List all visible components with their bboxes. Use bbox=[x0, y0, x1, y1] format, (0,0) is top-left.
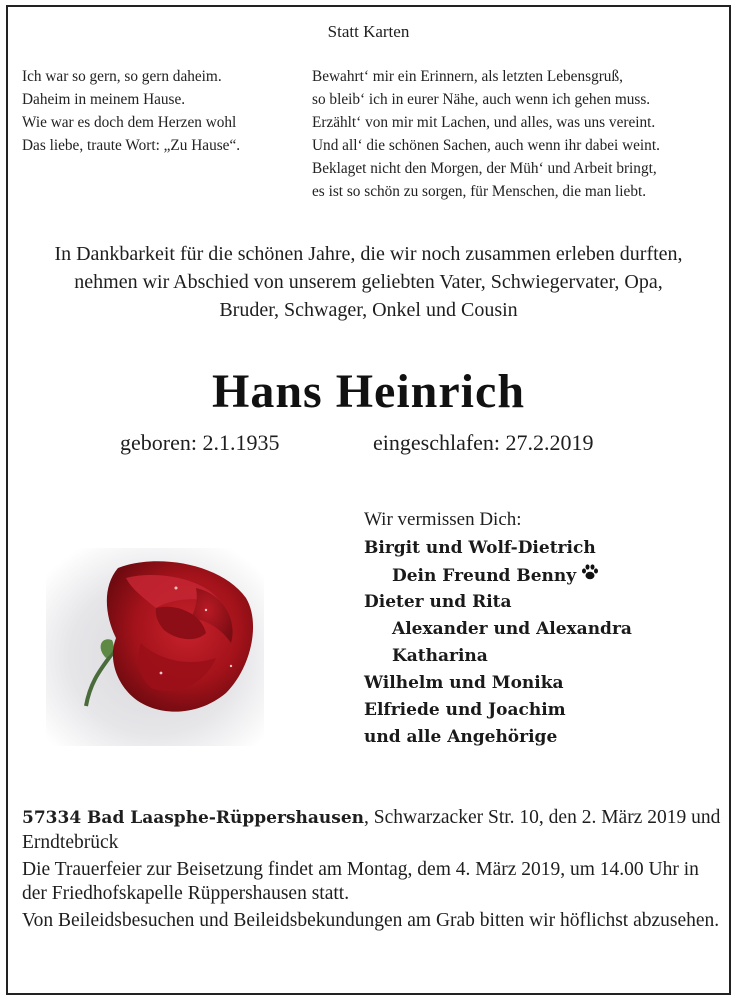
address-date: , Schwarzacker Str. 10, den 2. März 2019 und Erndtebrück bbox=[22, 807, 721, 853]
mourner-line: und alle Angehörige bbox=[364, 727, 558, 747]
poem-line: Wie war es doch dem Herzen wohl bbox=[22, 114, 237, 131]
condolence-note: Von Beileidsbesuchen und Beileidsbekundungen am Grab bitten wir höflichst abzusehen. bbox=[22, 910, 720, 931]
mourners-heading: Wir vermissen Dich: bbox=[364, 509, 522, 530]
poem-line: Und all‘ die schönen Sachen, auch wenn ihr dabei weint. bbox=[312, 137, 660, 154]
funeral-info: Die Trauerfeier zur Beisetzung findet am Montag, dem 4. März 2019, um 14.00 Uhr in der Friedhofskapelle Rüppershausen statt. bbox=[22, 859, 699, 904]
poem-line: es ist so schön zu sorgen, für Menschen, die man liebt. bbox=[312, 183, 647, 200]
birth-date: geboren: 2.1.1935 bbox=[120, 430, 280, 455]
poem-line: so bleib‘ ich in eurer Nähe, auch wenn ich gehen muss. bbox=[312, 91, 651, 108]
mourner-line: Elfriede und Joachim bbox=[364, 700, 566, 720]
rose-image bbox=[46, 548, 264, 746]
mourner-line: Wilhelm und Monika bbox=[364, 673, 564, 693]
notice-header: Statt Karten bbox=[327, 22, 410, 41]
mourner-line-benny bbox=[364, 562, 632, 589]
mourner-line: Alexander und Alexandra bbox=[392, 619, 632, 639]
mourner-line: Birgit und Wolf-Dietrich bbox=[364, 538, 596, 558]
mourner-line: Katharina bbox=[392, 646, 488, 666]
intro-line: nehmen wir Abschied von unserem geliebten Vater, Schwiegervater, Opa, bbox=[74, 271, 663, 293]
intro-text bbox=[0, 240, 737, 324]
place-and-date bbox=[22, 806, 722, 854]
poem-right bbox=[312, 65, 660, 203]
intro-line: Bruder, Schwager, Onkel und Cousin bbox=[219, 299, 518, 321]
poem-line: Bewahrt‘ mir ein Erinnern, als letzten Lebensgruß, bbox=[312, 68, 623, 85]
poem-left bbox=[22, 65, 240, 157]
mourners-list bbox=[364, 535, 632, 751]
mourner-line: Dieter und Rita bbox=[364, 592, 512, 612]
poem-line: Ich war so gern, so gern daheim. bbox=[22, 68, 222, 85]
poem-line: Beklaget nicht den Morgen, der Müh‘ und Arbeit bringt, bbox=[312, 160, 657, 177]
place-name: 57334 Bad Laasphe-Rüppershausen bbox=[22, 808, 365, 828]
death-date: eingeschlafen: 27.2.2019 bbox=[373, 430, 594, 455]
paw-icon bbox=[580, 562, 600, 591]
poem-line: Erzählt‘ von mir mit Lachen, und alles, was uns vereint. bbox=[312, 114, 656, 131]
footer-text bbox=[22, 806, 722, 937]
poem-line: Daheim in meinem Hause. bbox=[22, 91, 186, 108]
deceased-name: Hans Heinrich bbox=[211, 365, 526, 418]
intro-line: In Dankbarkeit für die schönen Jahre, die wir noch zusammen erleben durften, bbox=[54, 243, 683, 265]
mourner-name: Dein Freund Benny bbox=[392, 566, 577, 586]
poem-line: Das liebe, traute Wort: „Zu Hause“. bbox=[22, 137, 241, 154]
